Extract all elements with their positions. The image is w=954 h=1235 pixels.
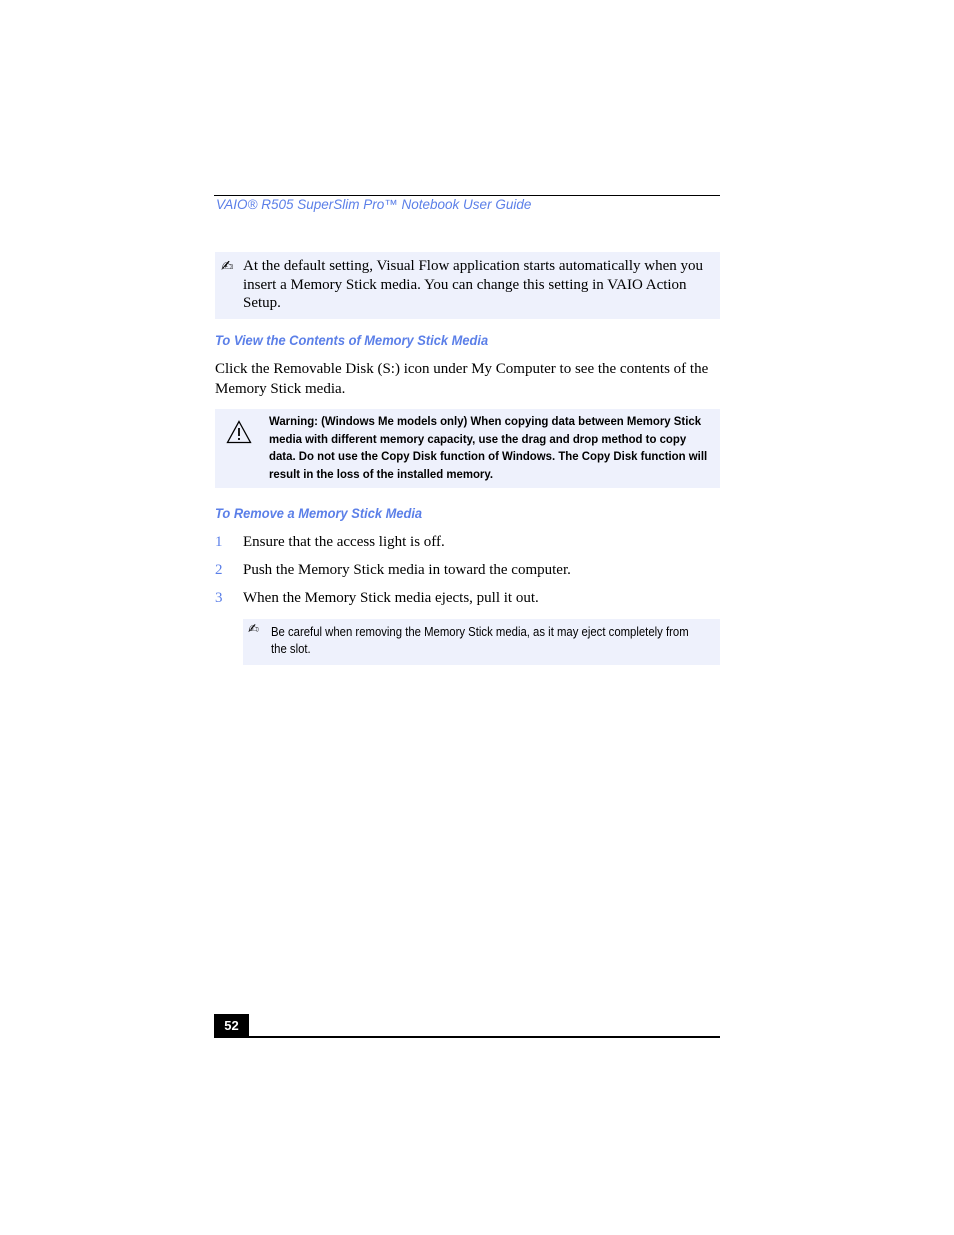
document-title: VAIO® R505 SuperSlim Pro™ Notebook User Guide bbox=[216, 197, 532, 212]
section-heading-view-contents: To View the Contents of Memory Stick Media bbox=[215, 332, 489, 348]
warning-triangle-icon bbox=[226, 420, 252, 444]
note-text: At the default setting, Visual Flow application starts automatically when you insert a Memory Stick media. You can change this setting in VAIO Action Setup. bbox=[243, 258, 703, 311]
step-number: 2 bbox=[215, 562, 223, 578]
note-text: Be careful when removing the Memory Stick media, as it may eject completely from the slot. bbox=[271, 625, 689, 656]
step-text: Push the Memory Stick media in toward the computer. bbox=[243, 562, 571, 578]
page-number: 52 bbox=[214, 1014, 249, 1036]
header-rule bbox=[214, 195, 720, 196]
note-box-careful-removal bbox=[243, 619, 720, 665]
step-text: Ensure that the access light is off. bbox=[243, 534, 445, 550]
section-heading-remove: To Remove a Memory Stick Media bbox=[215, 505, 423, 521]
pencil-note-icon: ✍ bbox=[248, 622, 259, 637]
warning-text: Warning: (Windows Me models only) When copying data between Memory Stick media with different memory capacity, use the drag and drop method to copy data. Do not use the Copy Disk function of Windows. The Copy Disk function will result in the loss of the installed memory. bbox=[269, 414, 708, 481]
step-number: 3 bbox=[215, 590, 223, 606]
section-body-view-contents: Click the Removable Disk (S:) icon under My Computer to see the contents of the Memory Stick media. bbox=[215, 361, 709, 397]
step-number: 1 bbox=[215, 534, 223, 550]
note-box-default-setting bbox=[215, 252, 720, 319]
warning-box bbox=[215, 409, 720, 488]
footer-rule bbox=[214, 1036, 720, 1038]
step-text: When the Memory Stick media ejects, pull it out. bbox=[243, 590, 539, 606]
pencil-note-icon: ✍ bbox=[221, 257, 234, 275]
